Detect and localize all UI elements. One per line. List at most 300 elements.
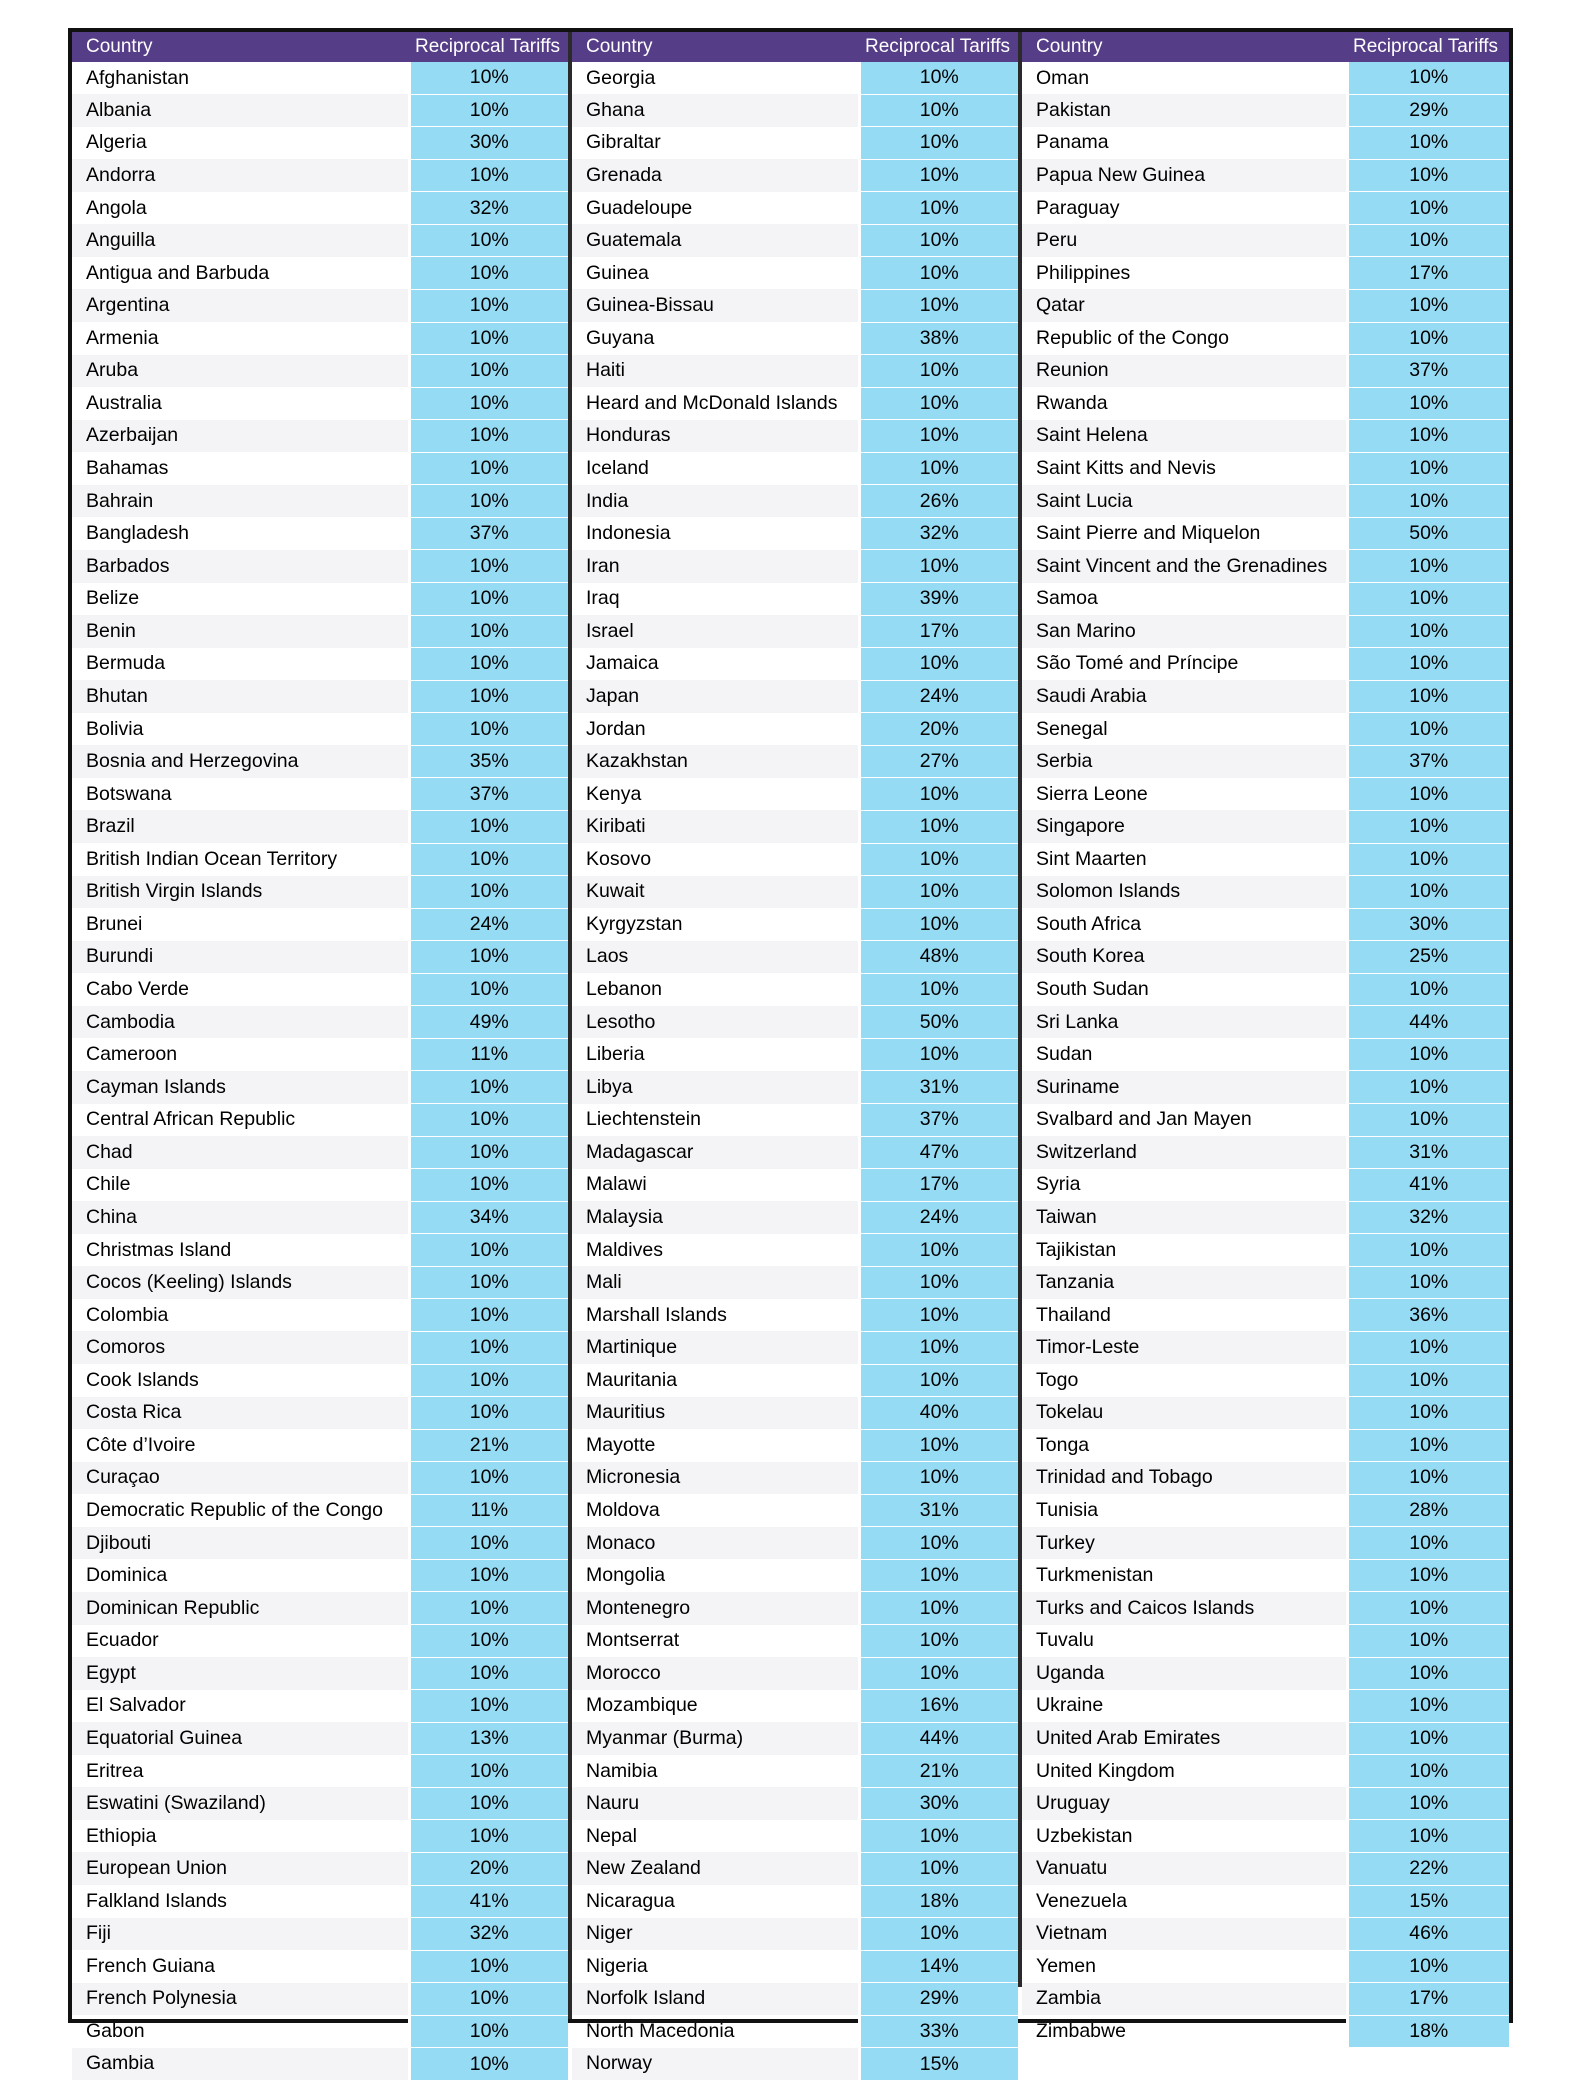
country-cell: Bosnia and Herzegovina xyxy=(72,745,409,778)
country-cell: Dominica xyxy=(86,1564,168,1587)
country-cell: United Arab Emirates xyxy=(1022,1722,1347,1755)
table-row xyxy=(72,876,568,909)
table-row xyxy=(72,1983,568,2016)
tariff-cell: 10% xyxy=(859,1657,1018,1690)
table-row xyxy=(572,1462,1018,1495)
country-cell: Norway xyxy=(572,2048,859,2080)
table-row xyxy=(72,680,568,713)
country-cell: Bahrain xyxy=(72,485,409,518)
table-row xyxy=(1022,1950,1509,1983)
country-cell: Reunion xyxy=(1022,355,1347,388)
country-cell: Turks and Caicos Islands xyxy=(1022,1592,1347,1625)
tariff-cell: 37% xyxy=(859,1104,1018,1137)
table-row xyxy=(1022,322,1509,355)
country-cell: Kenya xyxy=(586,782,642,805)
table-row xyxy=(1022,452,1509,485)
tariff-cell: 10% xyxy=(409,1364,568,1397)
table-row xyxy=(572,1852,1018,1885)
tariff-cell: 10% xyxy=(859,94,1018,127)
country-cell: Martinique xyxy=(572,1331,859,1364)
table-row xyxy=(1022,1494,1509,1527)
tariff-cell: 10% xyxy=(859,1266,1018,1299)
tariff-cell: 10% xyxy=(409,1234,568,1267)
table-row xyxy=(1022,1266,1509,1299)
country-cell: Madagascar xyxy=(572,1136,859,1169)
country-cell: Gambia xyxy=(72,2048,409,2080)
country-cell: Ukraine xyxy=(1036,1694,1104,1717)
tariff-cell: 10% xyxy=(409,1397,568,1430)
tariff-cell: 10% xyxy=(1347,680,1509,713)
tariff-cell: 10% xyxy=(1347,1527,1509,1560)
table-row xyxy=(1022,420,1509,453)
table-row xyxy=(72,1266,568,1299)
country-cell: Egypt xyxy=(72,1657,409,1690)
country-cell: South Sudan xyxy=(1036,978,1149,1001)
tariff-cell: 10% xyxy=(859,62,1018,94)
country-cell: Yemen xyxy=(1036,1954,1096,1977)
country-cell: Switzerland xyxy=(1022,1136,1347,1169)
tariff-cell: 14% xyxy=(859,1950,1018,1983)
country-cell: Armenia xyxy=(86,326,159,349)
tariff-cell: 10% xyxy=(409,2015,568,2048)
country-cell: Cayman Islands xyxy=(72,1071,409,1104)
country-cell: Japan xyxy=(572,680,859,713)
tariff-cell: 10% xyxy=(1347,289,1509,322)
tariff-cell: 10% xyxy=(409,289,568,322)
tariff-cell: 10% xyxy=(1347,1657,1509,1690)
table-row xyxy=(1022,648,1509,681)
table-row xyxy=(572,289,1018,322)
tariff-cell: 10% xyxy=(1347,615,1509,648)
table-row xyxy=(572,973,1018,1006)
country-cell: Mali xyxy=(572,1266,859,1299)
table-row xyxy=(72,1299,568,1332)
tariff-cell: 30% xyxy=(859,1787,1018,1820)
tariff-cell: 10% xyxy=(1347,1364,1509,1397)
tariff-cell: 21% xyxy=(409,1429,568,1462)
table-row xyxy=(1022,257,1509,290)
tariff-cell: 28% xyxy=(1347,1494,1509,1527)
country-cell: Chad xyxy=(72,1136,409,1169)
country-cell: Bermuda xyxy=(86,652,166,675)
country-cell: Liechtenstein xyxy=(586,1108,701,1131)
table-row xyxy=(572,941,1018,974)
table-row xyxy=(572,810,1018,843)
table-row xyxy=(72,1006,568,1039)
country-cell: North Macedonia xyxy=(586,2020,735,2043)
country-cell: Bahamas xyxy=(86,457,169,480)
tariff-cell: 32% xyxy=(859,517,1018,550)
tariff-cell: 10% xyxy=(1347,192,1509,225)
tariff-cell: 48% xyxy=(859,941,1018,974)
country-cell: Saudi Arabia xyxy=(1022,680,1347,713)
country-cell: Montserrat xyxy=(586,1629,680,1652)
tariff-cell: 10% xyxy=(409,322,568,355)
country-cell: Syria xyxy=(1036,1173,1081,1196)
country-cell: Cabo Verde xyxy=(86,978,189,1001)
tariff-cell: 10% xyxy=(409,648,568,681)
country-cell: Honduras xyxy=(572,420,859,453)
tariff-cell: 10% xyxy=(409,1104,568,1137)
table-row xyxy=(1022,810,1509,843)
tariff-cell: 50% xyxy=(859,1006,1018,1039)
tariff-cell: 18% xyxy=(1347,2015,1509,2047)
tariff-cell: 50% xyxy=(1347,517,1509,550)
country-cell: Rwanda xyxy=(1036,391,1108,414)
country-cell: San Marino xyxy=(1022,615,1347,648)
tariff-cell: 13% xyxy=(409,1722,568,1755)
country-cell: Fiji xyxy=(72,1918,409,1951)
tariff-cell: 46% xyxy=(1347,1918,1509,1951)
country-cell: Uganda xyxy=(1022,1657,1347,1690)
country-cell: Iraq xyxy=(586,587,620,610)
tariff-cell: 10% xyxy=(409,1755,568,1788)
tariff-cell: 10% xyxy=(1347,583,1509,616)
tariff-cell: 35% xyxy=(409,745,568,778)
tariff-cell: 10% xyxy=(1347,1266,1509,1299)
tariff-cell: 10% xyxy=(859,1852,1018,1885)
country-cell: Uruguay xyxy=(1022,1787,1347,1820)
tariff-cell: 10% xyxy=(1347,713,1509,746)
country-cell: European Union xyxy=(72,1852,409,1885)
table-row xyxy=(72,2048,568,2080)
country-cell: Heard and McDonald Islands xyxy=(586,391,838,414)
tariff-cell: 10% xyxy=(1347,452,1509,485)
country-cell: Falkland Islands xyxy=(86,1889,227,1912)
table-row xyxy=(572,1885,1018,1918)
tariff-cell: 10% xyxy=(859,778,1018,811)
tariff-cell: 24% xyxy=(859,680,1018,713)
tariff-cell: 10% xyxy=(859,289,1018,322)
table-column-1 xyxy=(72,32,568,2075)
country-cell: Peru xyxy=(1022,224,1347,257)
table-row xyxy=(1022,289,1509,322)
table-row xyxy=(572,1983,1018,2016)
table-row xyxy=(1022,1331,1509,1364)
table-row xyxy=(72,1787,568,1820)
table-row xyxy=(1022,1201,1509,1234)
table-row xyxy=(1022,94,1509,127)
tariff-cell: 31% xyxy=(859,1494,1018,1527)
country-cell: Gibraltar xyxy=(586,131,661,154)
country-cell: Albania xyxy=(72,94,409,127)
tariff-cell: 10% xyxy=(1347,1625,1509,1658)
table-row xyxy=(572,583,1018,616)
table-row xyxy=(72,94,568,127)
tariff-cell: 10% xyxy=(859,1299,1018,1332)
table-row xyxy=(572,1429,1018,1462)
tariff-cell: 10% xyxy=(1347,1950,1509,1983)
country-cell: Togo xyxy=(1036,1368,1079,1391)
tariff-cell: 10% xyxy=(409,1071,568,1104)
country-cell: Libya xyxy=(572,1071,859,1104)
tariff-cell: 10% xyxy=(859,648,1018,681)
table-row xyxy=(72,1852,568,1885)
table-row xyxy=(72,159,568,192)
tariff-cell: 10% xyxy=(859,387,1018,420)
table-row xyxy=(572,420,1018,453)
country-cell: Barbados xyxy=(72,550,409,583)
table-row xyxy=(72,62,568,94)
table-row xyxy=(72,1364,568,1397)
tariff-cell: 38% xyxy=(859,322,1018,355)
table-row xyxy=(72,1429,568,1462)
tariff-cell: 10% xyxy=(1347,648,1509,681)
table-row xyxy=(1022,1918,1509,1951)
country-cell: Brunei xyxy=(86,912,143,935)
tariff-cell: 10% xyxy=(859,810,1018,843)
country-cell: Singapore xyxy=(1022,810,1347,843)
country-cell: Marshall Islands xyxy=(586,1303,727,1326)
tariff-cell: 31% xyxy=(859,1071,1018,1104)
table-column-2 xyxy=(572,32,1018,2075)
table-row xyxy=(572,1918,1018,1951)
table-row xyxy=(1022,1820,1509,1853)
tariff-cell: 10% xyxy=(409,257,568,290)
tariff-cell: 10% xyxy=(1347,1559,1509,1592)
tariff-cell: 29% xyxy=(1347,94,1509,127)
table-row xyxy=(72,1918,568,1951)
country-cell: Saint Lucia xyxy=(1022,485,1347,518)
table-row xyxy=(1022,1169,1509,1202)
country-cell: Indonesia xyxy=(586,522,671,545)
table-row xyxy=(572,876,1018,909)
table-row xyxy=(1022,1071,1509,1104)
table-row xyxy=(572,550,1018,583)
country-cell: Brazil xyxy=(72,810,409,843)
table-row xyxy=(1022,1983,1509,2016)
country-cell: Kyrgyzstan xyxy=(586,912,683,935)
table-row xyxy=(72,1038,568,1071)
country-cell: Norfolk Island xyxy=(572,1983,859,2016)
country-cell: Côte d’Ivoire xyxy=(86,1433,196,1456)
country-cell: New Zealand xyxy=(572,1852,859,1885)
table-row xyxy=(1022,192,1509,225)
table-row xyxy=(572,1625,1018,1658)
tariff-cell: 10% xyxy=(859,876,1018,909)
table-row xyxy=(1022,745,1509,778)
table-row xyxy=(1022,517,1509,550)
table-row xyxy=(72,1527,568,1560)
tariff-cell: 32% xyxy=(409,1918,568,1951)
country-cell: Eritrea xyxy=(86,1759,144,1782)
table-row xyxy=(572,94,1018,127)
country-cell: Ecuador xyxy=(86,1629,159,1652)
table-row xyxy=(72,485,568,518)
tariff-cell: 10% xyxy=(1347,1755,1509,1788)
table-row xyxy=(1022,159,1509,192)
table-row xyxy=(572,257,1018,290)
country-cell: Guinea-Bissau xyxy=(572,289,859,322)
tariff-cell: 10% xyxy=(409,1657,568,1690)
country-cell: Christmas Island xyxy=(86,1238,232,1261)
tariff-cell: 10% xyxy=(409,1983,568,2016)
tariff-cell: 37% xyxy=(1347,745,1509,778)
table-row xyxy=(1022,1006,1509,1039)
tariff-cell: 36% xyxy=(1347,1299,1509,1332)
table-row xyxy=(1022,1690,1509,1723)
table-row xyxy=(1022,62,1509,94)
country-cell: Timor-Leste xyxy=(1022,1331,1347,1364)
tariff-cell: 10% xyxy=(1347,387,1509,420)
tariff-cell: 10% xyxy=(859,1559,1018,1592)
tariff-table xyxy=(72,32,568,2080)
country-cell: Iran xyxy=(572,550,859,583)
country-cell: Comoros xyxy=(72,1331,409,1364)
table-row xyxy=(572,1104,1018,1137)
tariff-cell: 10% xyxy=(1347,1071,1509,1104)
table-row xyxy=(72,550,568,583)
header-row xyxy=(72,32,568,62)
tariff-header: Reciprocal Tariffs xyxy=(409,32,568,62)
tariff-cell: 10% xyxy=(1347,1397,1509,1430)
table-row xyxy=(72,387,568,420)
tariff-cell: 44% xyxy=(859,1722,1018,1755)
country-cell: Pakistan xyxy=(1022,94,1347,127)
table-row xyxy=(1022,1462,1509,1495)
country-cell: Myanmar (Burma) xyxy=(572,1722,859,1755)
country-cell: Kuwait xyxy=(572,876,859,909)
country-cell: Panama xyxy=(1036,131,1109,154)
table-row xyxy=(572,1559,1018,1592)
tariff-cell: 10% xyxy=(1347,420,1509,453)
country-cell: Mayotte xyxy=(586,1433,656,1456)
tariff-cell: 10% xyxy=(409,615,568,648)
country-cell: Algeria xyxy=(86,131,147,154)
table-row xyxy=(72,1592,568,1625)
tariff-cell: 10% xyxy=(409,62,568,94)
table-row xyxy=(72,1625,568,1658)
table-row xyxy=(72,1885,568,1918)
country-cell: United Kingdom xyxy=(1036,1759,1175,1782)
table-row xyxy=(572,908,1018,941)
table-row xyxy=(572,713,1018,746)
tariff-cell: 10% xyxy=(409,810,568,843)
tariff-cell: 10% xyxy=(409,94,568,127)
tariff-header: Reciprocal Tariffs xyxy=(859,32,1018,62)
table-row xyxy=(572,1787,1018,1820)
table-row xyxy=(1022,127,1509,160)
country-cell: Guinea xyxy=(586,261,649,284)
table-row xyxy=(572,159,1018,192)
tariff-cell: 40% xyxy=(859,1397,1018,1430)
tariff-cell: 10% xyxy=(859,452,1018,485)
tariff-cell: 10% xyxy=(409,1559,568,1592)
tariff-cell: 10% xyxy=(859,973,1018,1006)
country-cell: Kosovo xyxy=(586,847,652,870)
tariff-cell: 10% xyxy=(859,1331,1018,1364)
country-cell: Mauritania xyxy=(586,1368,678,1391)
table-row xyxy=(1022,843,1509,876)
tariff-cell: 11% xyxy=(409,1038,568,1071)
tariff-cell: 10% xyxy=(1347,1038,1509,1071)
table-row xyxy=(572,745,1018,778)
country-cell: Saint Pierre and Miquelon xyxy=(1036,522,1261,545)
table-row xyxy=(572,648,1018,681)
table-row xyxy=(572,1169,1018,1202)
country-cell: Benin xyxy=(72,615,409,648)
tariff-cell: 17% xyxy=(1347,1983,1509,2016)
country-cell: Iceland xyxy=(586,457,649,480)
country-cell: Kiribati xyxy=(572,810,859,843)
country-cell: British Indian Ocean Territory xyxy=(86,847,338,870)
table-row xyxy=(572,843,1018,876)
tariff-cell: 27% xyxy=(859,745,1018,778)
tariff-cell: 10% xyxy=(1347,224,1509,257)
table-row xyxy=(1022,1559,1509,1592)
country-cell: Morocco xyxy=(572,1657,859,1690)
table-row xyxy=(1022,973,1509,1006)
table-row xyxy=(72,1657,568,1690)
table-row xyxy=(572,224,1018,257)
table-row xyxy=(572,192,1018,225)
country-cell: Thailand xyxy=(1036,1303,1111,1326)
table-row xyxy=(1022,1885,1509,1918)
country-cell: Nepal xyxy=(586,1824,637,1847)
table-row xyxy=(1022,355,1509,388)
table-row xyxy=(72,420,568,453)
tariff-cell: 15% xyxy=(859,2048,1018,2080)
table-row xyxy=(572,1038,1018,1071)
country-cell: Moldova xyxy=(586,1499,660,1522)
tariff-cell: 10% xyxy=(409,1950,568,1983)
tariff-cell: 10% xyxy=(1347,810,1509,843)
country-cell: Vietnam xyxy=(1022,1918,1347,1951)
country-cell: Djibouti xyxy=(72,1527,409,1560)
tariff-cell: 10% xyxy=(1347,1462,1509,1495)
table-row xyxy=(1022,583,1509,616)
table-row xyxy=(72,810,568,843)
table-row xyxy=(1022,1397,1509,1430)
country-cell: Georgia xyxy=(586,66,656,89)
country-cell: Central African Republic xyxy=(86,1108,296,1131)
table-row xyxy=(72,713,568,746)
table-row xyxy=(572,1690,1018,1723)
country-cell: Niger xyxy=(572,1918,859,1951)
tariff-cell: 10% xyxy=(859,1429,1018,1462)
table-row xyxy=(72,517,568,550)
country-cell: Angola xyxy=(86,196,147,219)
tariff-cell: 10% xyxy=(1347,843,1509,876)
country-cell: Jamaica xyxy=(586,652,659,675)
tariff-cell: 10% xyxy=(1347,159,1509,192)
country-cell: Tanzania xyxy=(1022,1266,1347,1299)
country-header: Country xyxy=(72,32,409,62)
table-row xyxy=(1022,1852,1509,1885)
country-header: Country xyxy=(572,32,859,62)
table-row xyxy=(572,485,1018,518)
table-row xyxy=(572,2015,1018,2048)
country-cell: Malawi xyxy=(586,1173,647,1196)
country-cell: Vanuatu xyxy=(1022,1852,1347,1885)
tariff-cell: 10% xyxy=(409,2048,568,2080)
table-column-3 xyxy=(1022,32,1509,2043)
country-cell: Cook Islands xyxy=(86,1368,199,1391)
tariff-cell: 10% xyxy=(409,843,568,876)
table-row xyxy=(572,1527,1018,1560)
table-row xyxy=(572,355,1018,388)
country-cell: Micronesia xyxy=(572,1462,859,1495)
table-row xyxy=(572,387,1018,420)
tariff-cell: 30% xyxy=(409,127,568,160)
tariff-cell: 10% xyxy=(409,1266,568,1299)
tariff-cell: 10% xyxy=(1347,127,1509,160)
country-cell: Costa Rica xyxy=(72,1397,409,1430)
country-cell: Grenada xyxy=(572,159,859,192)
table-row xyxy=(572,1397,1018,1430)
table-row xyxy=(1022,387,1509,420)
tariff-cell: 24% xyxy=(409,908,568,941)
